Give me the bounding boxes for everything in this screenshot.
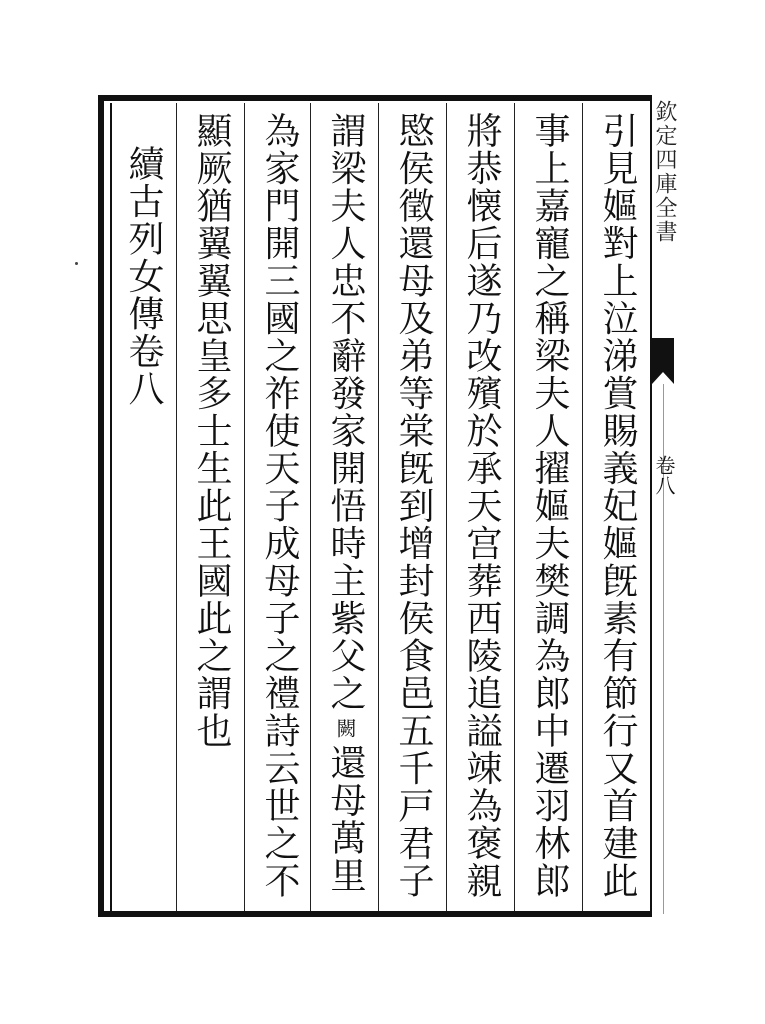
- column-rule: [310, 103, 311, 911]
- book-header: 欽定四庫全書: [652, 100, 677, 244]
- juan-marker: 卷八: [652, 455, 676, 495]
- column-rule: [176, 103, 177, 911]
- fish-tail-mark: [652, 338, 674, 372]
- text-column-5: [316, 112, 374, 908]
- column-rule: [514, 103, 515, 911]
- scan-speck: [75, 262, 78, 265]
- text-column-6: 為家門開三國之祚使天子成母子之禮詩云世之不: [259, 112, 300, 900]
- column-rule: [582, 103, 583, 911]
- text-column-3: 將恭懐后遂乃改殯於承天宫葬西陵追謚竦為褒親: [461, 112, 502, 900]
- text-column-5-part-a: 謂梁夫人忠不辭發家開悟時主紫父之: [325, 112, 366, 712]
- text-column-1: 引見嫗對上泣涕賞賜義妃嫗旣素有節行又首建此: [597, 112, 638, 900]
- text-column-2: 事上嘉寵之稱梁夫人擢嫗夫樊調為郎中遷羽林郎: [529, 112, 570, 900]
- lacuna-note: 闕: [333, 718, 357, 738]
- text-column-5-part-b: 還母萬里: [325, 744, 366, 894]
- volume-title: 續古列女傳卷八: [123, 145, 164, 408]
- column-rule: [244, 103, 245, 911]
- frame-inner-rule: [110, 103, 112, 911]
- column-rule: [378, 103, 379, 911]
- text-column-4: 愍侯徵還母及弟等棠旣到增封侯食邑五千戸君子: [393, 112, 434, 900]
- column-rule: [446, 103, 447, 911]
- text-column-7: 顯厥猶翼翼思皇多士生此王國此之謂也: [191, 112, 232, 750]
